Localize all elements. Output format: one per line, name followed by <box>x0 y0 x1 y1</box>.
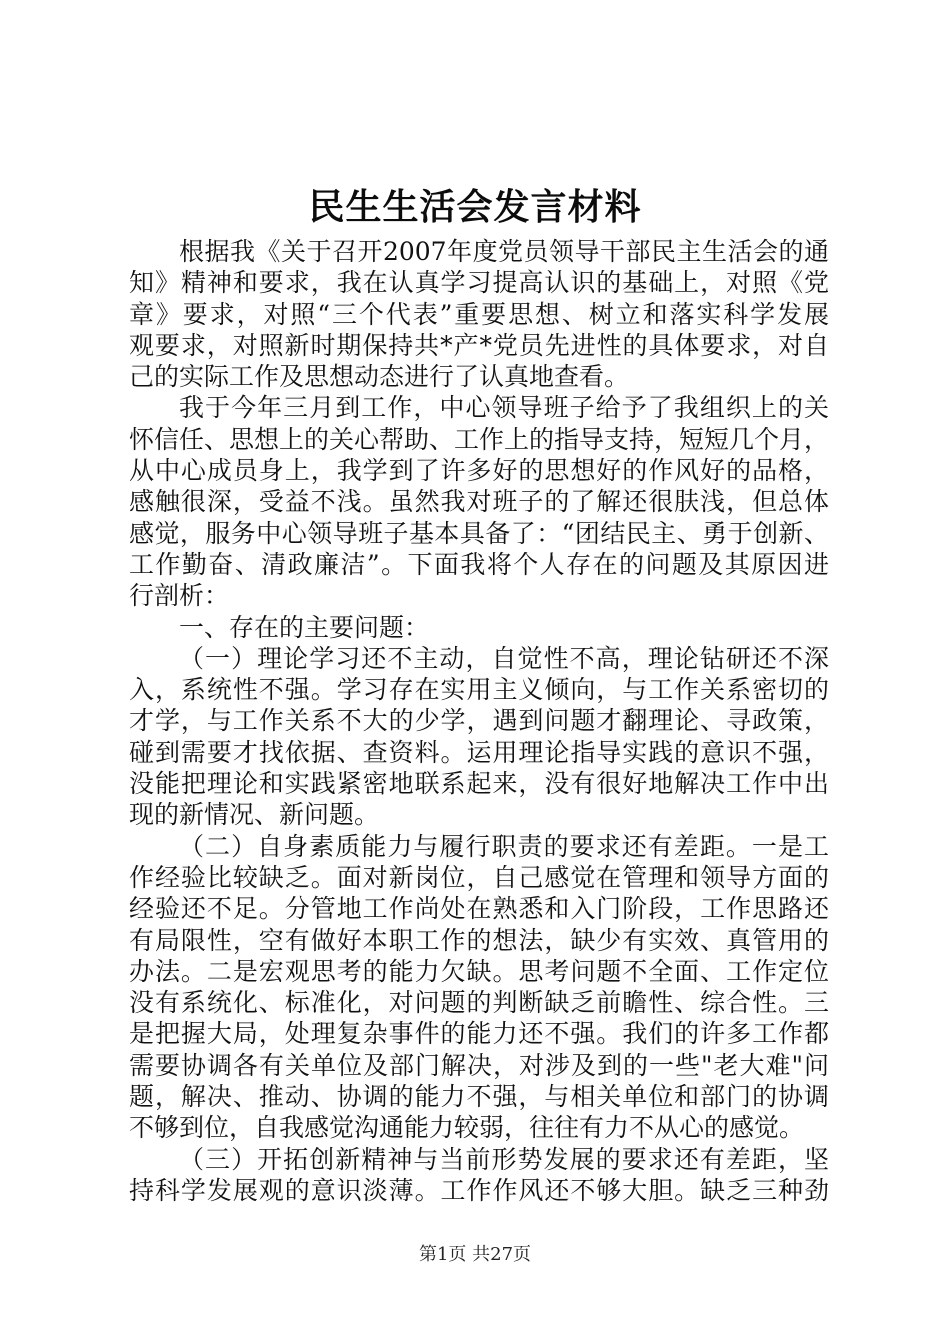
paragraph-line: 题，解决、推动、协调的能力不强，与相关单位和部门的协调 <box>129 1082 829 1112</box>
paragraph-line: （一）理论学习还不主动，自觉性不高，理论钻研还不深 <box>179 643 829 673</box>
paragraph-line: 工作勤奋、清政廉洁”。下面我将个人存在的问题及其原因进 <box>129 549 829 579</box>
paragraph-line: 碰到需要才找依据、查资料。运用理论指导实践的意识不强， <box>129 737 829 767</box>
paragraph-line: 办法。二是宏观思考的能力欠缺。思考问题不全面、工作定位 <box>129 956 829 986</box>
paragraph-line: 知》精神和要求，我在认真学习提高认识的基础上，对照《党 <box>129 268 829 298</box>
paragraph-line: 有局限性，空有做好本职工作的想法，缺少有实效、真管用的 <box>129 925 829 955</box>
paragraph-line: 入，系统性不强。学习存在实用主义倾向，与工作关系密切的 <box>129 675 829 705</box>
paragraph-line: 没有系统化、标准化，对问题的判断缺乏前瞻性、综合性。三 <box>129 988 829 1018</box>
paragraph-line: 经验还不足。分管地工作尚处在熟悉和入门阶段，工作思路还 <box>129 894 829 924</box>
paragraph-line: 需要协调各有关单位及部门解决，对涉及到的一些"老大难"问 <box>129 1050 829 1080</box>
paragraph-line: 持科学发展观的意识淡薄。工作作风还不够大胆。缺乏三种劲 <box>129 1175 829 1205</box>
paragraph-line: （二）自身素质能力与履行职责的要求还有差距。一是工 <box>179 831 829 861</box>
paragraph-line: 感触很深，受益不浅。虽然我对班子的了解还很肤浅，但总体 <box>129 487 829 517</box>
paragraph-line: 观要求，对照新时期保持共*产*党员先进性的具体要求，对自 <box>129 330 829 360</box>
paragraph-line: 己的实际工作及思想动态进行了认真地查看。 <box>129 362 630 392</box>
paragraph-line: 感觉，服务中心领导班子基本具备了：“团结民主、勇于创新、 <box>129 518 829 548</box>
paragraph-line: 根据我《关于召开2007年度党员领导干部民主生活会的通 <box>179 237 829 266</box>
paragraph-line: （三）开拓创新精神与当前形势发展的要求还有差距，坚 <box>179 1144 829 1174</box>
paragraph-line: 行剖析： <box>129 581 230 611</box>
paragraph-line: 章》要求，对照“三个代表”重要思想、树立和落实科学发展 <box>129 299 829 329</box>
paragraph-line: 是把握大局，处理复杂事件的能力还不强。我们的许多工作都 <box>129 1019 829 1049</box>
paragraph-line: 没能把理论和实践紧密地联系起来，没有很好地解决工作中出 <box>129 769 829 799</box>
paragraph-line: 才学，与工作关系不大的少学，遇到问题才翻理论、寻政策， <box>129 706 829 736</box>
paragraph-line: 不够到位，自我感觉沟通能力较弱，往往有力不从心的感觉。 <box>129 1113 805 1143</box>
paragraph-line: 现的新情况、新问题。 <box>129 800 380 830</box>
paragraph-line: 作经验比较缺乏。面对新岗位，自己感觉在管理和领导方面的 <box>129 862 829 892</box>
section-heading: 一、存在的主要问题： <box>179 612 430 642</box>
paragraph-line: 从中心成员身上，我学到了许多好的思想好的作风好的品格， <box>129 456 829 486</box>
page-number-footer: 第1页 共27页 <box>418 1244 532 1265</box>
paragraph-line: 怀信任、思想上的关心帮助、工作上的指导支持，短短几个月， <box>129 424 830 454</box>
document-title: 民生生活会发言材料 <box>308 187 642 228</box>
document-body <box>129 236 829 1206</box>
paragraph-line: 我于今年三月到工作，中心领导班子给予了我组织上的关 <box>179 393 829 423</box>
